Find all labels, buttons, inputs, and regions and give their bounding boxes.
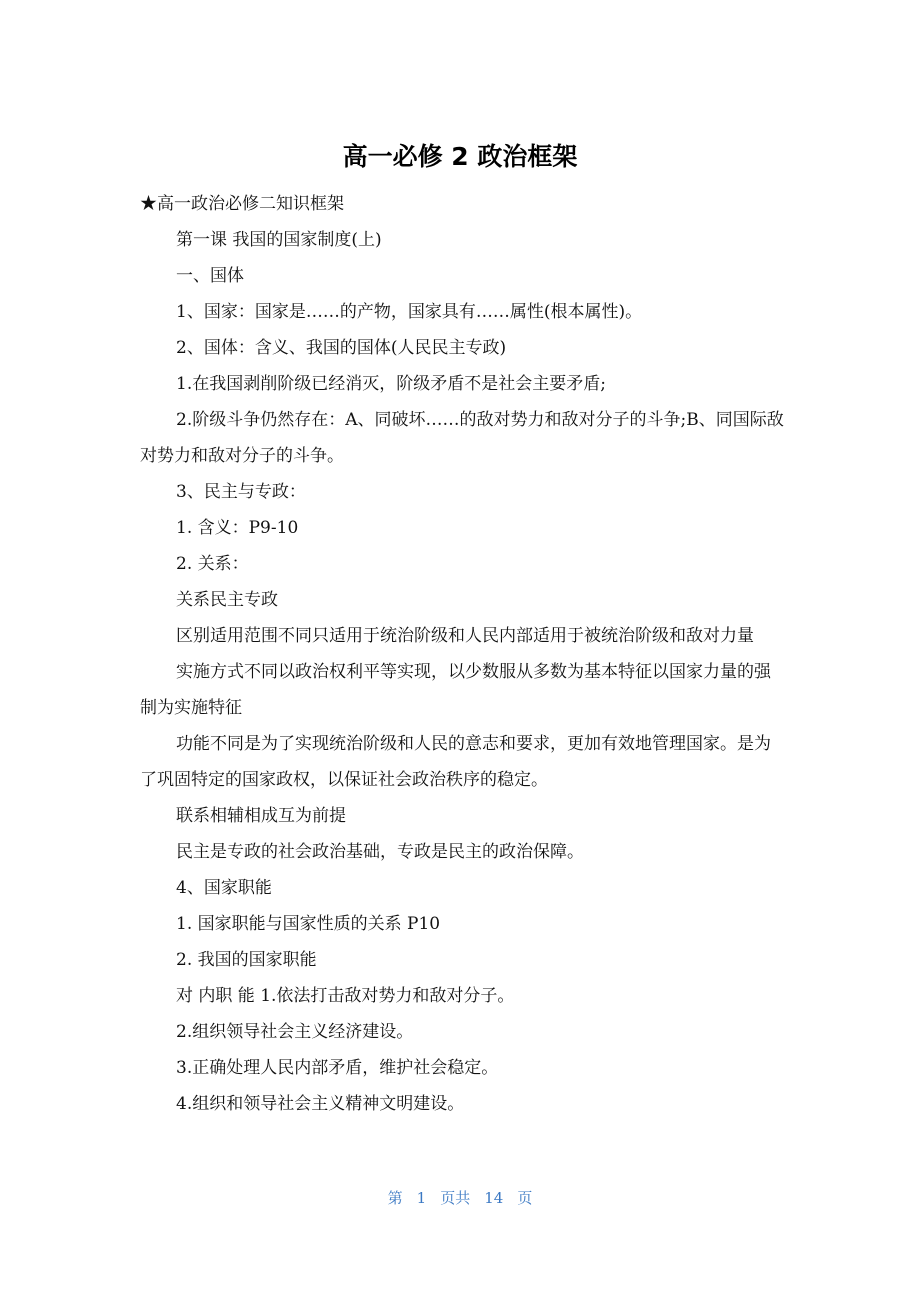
paragraph: 3、民主与专政： bbox=[176, 482, 306, 502]
footer-prefix: 第 bbox=[387, 1189, 403, 1207]
paragraph: 第一课 我国的国家制度(上) bbox=[176, 230, 382, 250]
paragraph: 1.在我国剥削阶级已经消灭，阶级矛盾不是社会主要矛盾; bbox=[176, 374, 606, 394]
paragraph: 1. 国家职能与国家性质的关系 P10 bbox=[176, 914, 441, 934]
paragraph: 2.阶级斗争仍然存在：A、同破坏……的敌对势力和敌对分子的斗争;B、同国际敌对势力和敌对分子的斗争。 bbox=[140, 410, 784, 466]
paragraph: 一、国体 bbox=[176, 266, 244, 286]
paragraph: 1、国家：国家是……的产物，国家具有……属性(根本属性)。 bbox=[176, 302, 643, 322]
paragraph: 2、国体：含义、我国的国体(人民民主专政) bbox=[176, 338, 507, 358]
paragraph: 3.正确处理人民内部矛盾，维护社会稳定。 bbox=[176, 1058, 499, 1078]
footer-suffix: 页 bbox=[517, 1189, 533, 1207]
page-footer bbox=[0, 1186, 920, 1210]
document-title: 高一必修 2 政治框架 bbox=[342, 142, 578, 171]
paragraph: 功能不同是为了实现统治阶级和人民的意志和要求，更加有效地管理国家。是为了巩固特定的国家政权，以保证社会政治秩序的稳定。 bbox=[140, 734, 771, 790]
document-body bbox=[140, 186, 785, 1122]
paragraph: 4、国家职能 bbox=[176, 878, 272, 898]
footer-mid: 页共 bbox=[440, 1189, 471, 1207]
footer-total-pages: 14 bbox=[484, 1189, 504, 1207]
paragraph: 2.组织领导社会主义经济建设。 bbox=[176, 1022, 414, 1042]
footer-current-page: 1 bbox=[416, 1189, 427, 1207]
paragraph: 实施方式不同以政治权利平等实现，以少数服从多数为基本特征以国家力量的强制为实施特征 bbox=[140, 662, 771, 718]
paragraph: 联系相辅相成互为前提 bbox=[176, 806, 346, 826]
paragraph: 4.组织和领导社会主义精神文明建设。 bbox=[176, 1094, 465, 1114]
paragraph: 2. 我国的国家职能 bbox=[176, 950, 317, 970]
paragraph: ★高一政治必修二知识框架 bbox=[140, 194, 344, 214]
paragraph: 关系民主专政 bbox=[176, 590, 278, 610]
paragraph: 2. 关系： bbox=[176, 554, 249, 574]
paragraph: 1. 含义：P9-10 bbox=[176, 518, 299, 538]
paragraph: 对 内职 能 1.依法打击敌对势力和敌对分子。 bbox=[176, 986, 515, 1006]
paragraph: 民主是专政的社会政治基础，专政是民主的政治保障。 bbox=[176, 842, 584, 862]
paragraph: 区别适用范围不同只适用于统治阶级和人民内部适用于被统治阶级和敌对力量 bbox=[176, 626, 754, 646]
